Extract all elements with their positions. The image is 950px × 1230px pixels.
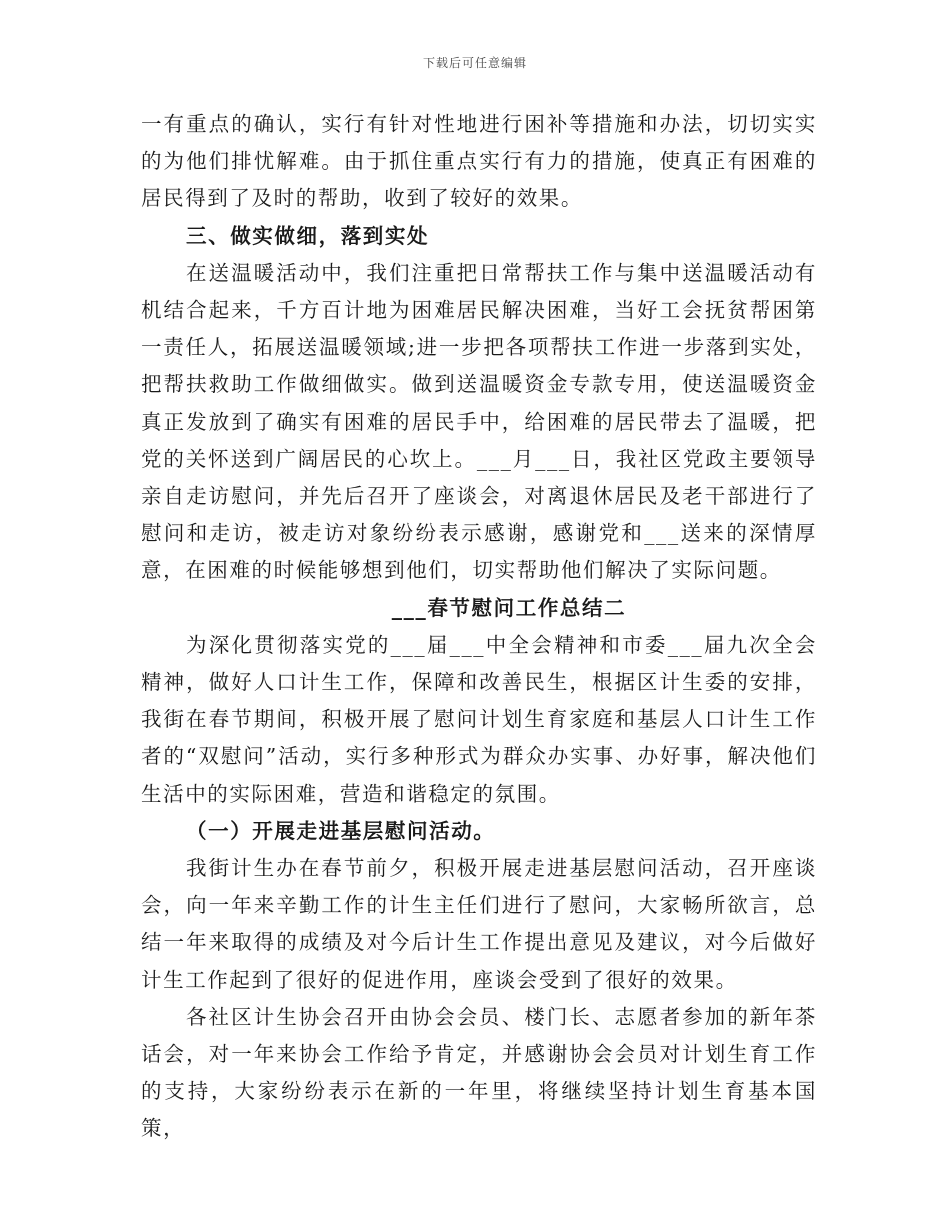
- paragraph-tea-party: 各社区计生协会召开由协会会员、楼门长、志愿者参加的新年茶话会，对一年来协会工作给予肯定，并感谢协会会员对计划生育工作的支持，大家纷纷表示在新的一年里，将继续坚持计划生育基本国策，: [141, 1004, 817, 1141]
- paragraph-grassroots-visit: 我街计生办在春节前夕，积极开展走进基层慰问活动，召开座谈会，向一年来辛勤工作的计生主任们进行了慰问，大家畅所欲言，总结一年来取得的成绩及对今后计生工作提出意见及建议，对今后做好计生工作起到了很好的促进作用，座谈会受到了很好的效果。: [141, 856, 817, 992]
- section-heading-one: （一）开展走进基层慰问活动。: [186, 818, 496, 843]
- section-heading-three: 三、做实做细，落到实处: [186, 223, 430, 248]
- paragraph-warmth-activity: 在送温暖活动中，我们注重把日常帮扶工作与集中送温暖活动有机结合起来，千方百计地为困难居民解决困难，当好工会抚贫帮困第一责任人，拓展送温暖领域;进一步把各项帮扶工作进一步落到实处，把帮扶救助工作做细做实。做到送温暖资金专款专用，使送温暖资金真正发放到了确实有困难的居民手中，给困难的居民带去了温暖，把党的关怀送到广阔居民的心坎上。___月___日，我社区党政主要领导亲自走访慰问，并先后召开了座谈会，对离退休居民及老干部进行了慰问和走访，被走访对象纷纷表示感谢，感谢党和___送来的深情厚意，在困难的时候能够想到他们，切实帮助他们解决了实际问题。: [141, 260, 817, 583]
- document-body: [141, 106, 817, 1148]
- document-subtitle: ___春节慰问工作总结二: [391, 595, 627, 620]
- paragraph-intro: 为深化贯彻落实党的___届___中全会精神和市委___届九次全会精神，做好人口计生工作，保障和改善民生，根据区计生委的安排，我街在春节期间，积极开展了慰问计划生育家庭和基层人口计生工作者的“双慰问”活动，实行多种形式为群众办实事、办好事，解决他们生活中的实际困难，营造和谐稳定的氛围。: [141, 632, 817, 806]
- paragraph-continuation: 一有重点的确认，实行有针对性地进行困补等措施和办法，切切实实的为他们排忧解难。由于抓住重点实行有力的措施，使真正有困难的居民得到了及时的帮助，收到了较好的效果。: [141, 112, 817, 211]
- page-header: 下载后可任意编辑: [422, 56, 527, 70]
